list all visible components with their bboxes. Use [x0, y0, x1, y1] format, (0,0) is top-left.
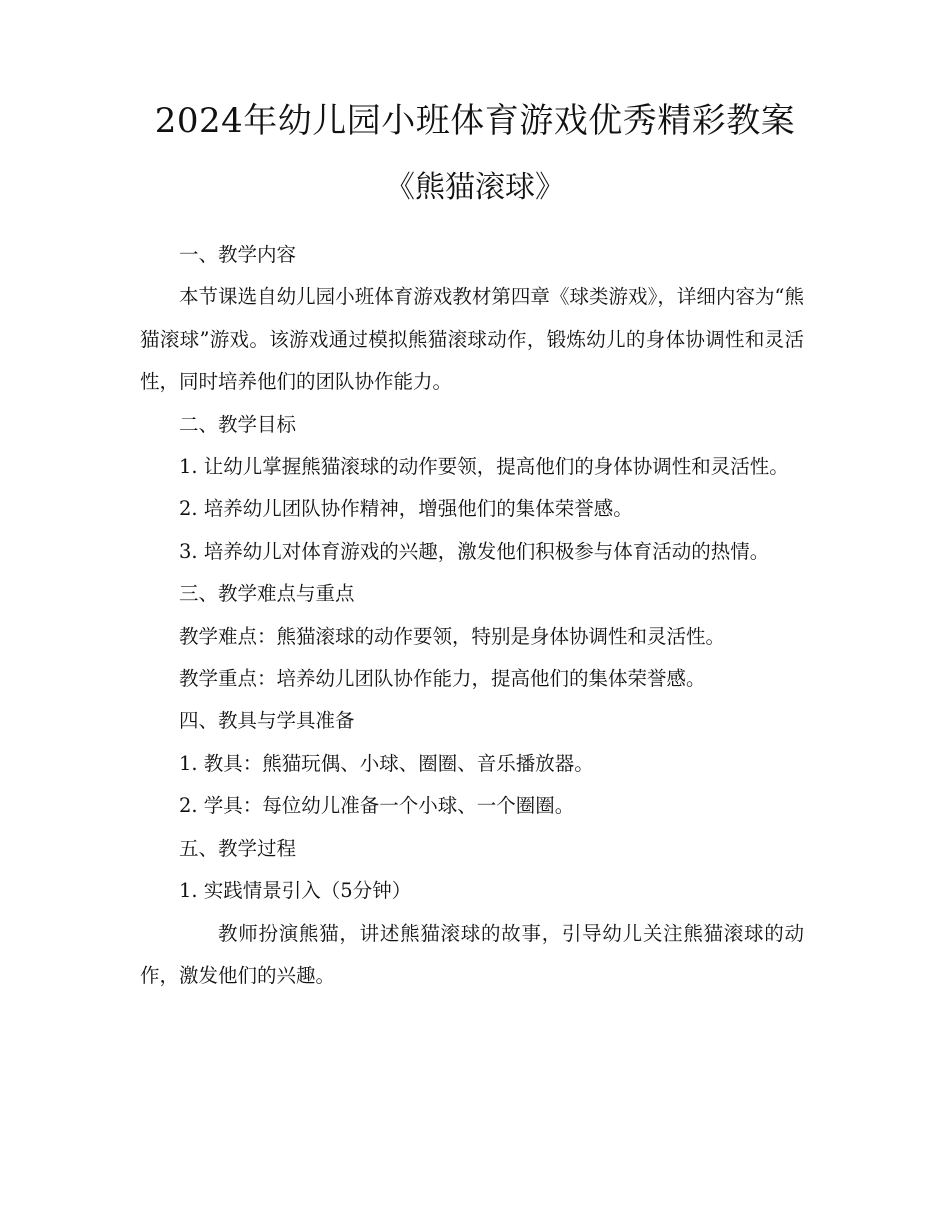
- section-heading-process: 五、教学过程: [179, 836, 297, 860]
- materials-item-2: 2. 学具：每位幼儿准备一个小球、一个圈圈。: [179, 794, 575, 818]
- section-heading-difficulties: 三、教学难点与重点: [179, 582, 355, 606]
- document-subtitle: 《熊猫滚球》: [385, 170, 565, 205]
- document-body: [140, 234, 804, 997]
- content-paragraph: 本节课选自幼儿园小班体育游戏教材第四章《球类游戏》，详细内容为“熊猫滚球”游戏。该游戏通过模拟熊猫滚球动作，锻炼幼儿的身体协调性和灵活性，同时培养他们的团队协作能力。: [140, 285, 804, 394]
- objective-item-1: 1. 让幼儿掌握熊猫滚球的动作要领，提高他们的身体协调性和灵活性。: [179, 455, 789, 479]
- objective-item-3: 3. 培养幼儿对体育游戏的兴趣，激发他们积极参与体育活动的热情。: [179, 539, 770, 563]
- section-heading-objectives: 二、教学目标: [179, 412, 297, 436]
- difficulty-paragraph: 教学难点：熊猫滚球的动作要领，特别是身体协调性和灵活性。: [179, 624, 726, 648]
- process-step-1: 1. 实践情景引入（5分钟）: [179, 879, 412, 903]
- key-point-paragraph: 教学重点：培养幼儿团队协作能力，提高他们的集体荣誉感。: [179, 667, 706, 691]
- document-title: 2024年幼儿园小班体育游戏优秀精彩教案: [154, 101, 796, 141]
- section-heading-content: 一、教学内容: [179, 243, 297, 266]
- materials-item-1: 1. 教具：熊猫玩偶、小球、圈圈、音乐播放器。: [179, 751, 594, 775]
- section-heading-materials: 四、教具与学具准备: [179, 709, 355, 733]
- objective-item-2: 2. 培养幼儿团队协作精神，增强他们的集体荣誉感。: [179, 497, 633, 521]
- process-step-1-description: 教师扮演熊猫，讲述熊猫滚球的故事，引导幼儿关注熊猫滚球的动作，激发他们的兴趣。: [140, 921, 804, 987]
